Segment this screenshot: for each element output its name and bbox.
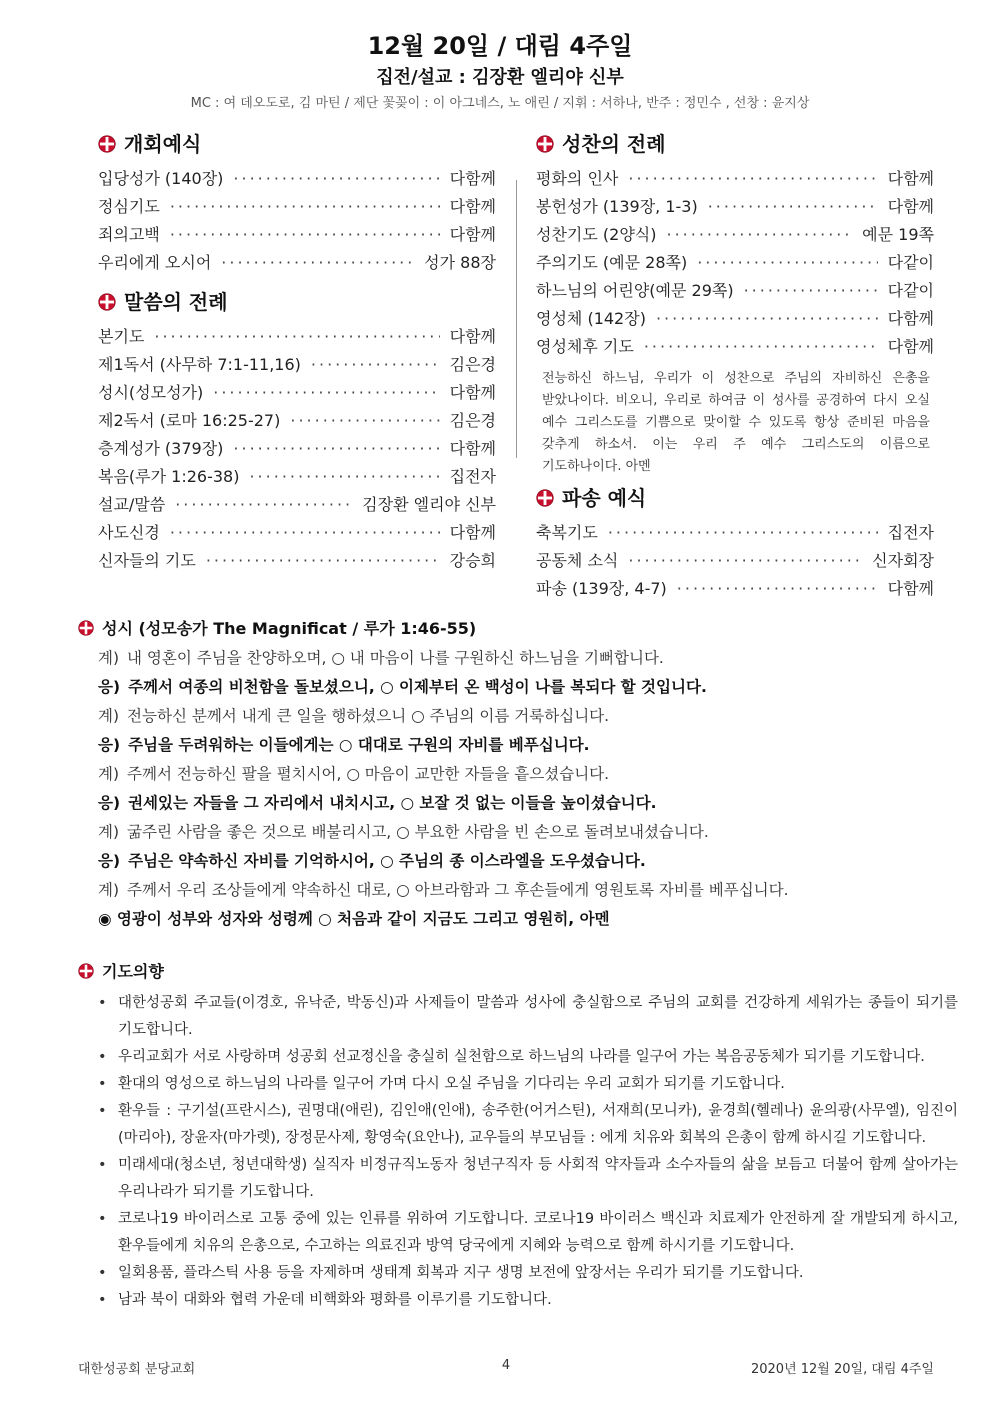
word-list <box>98 324 496 576</box>
intercession-item: • 환대의 영성으로 하느님의 나라를 일구어 가며 다시 오실 주님을 기다리는 우리 교회가 되기를 기도합니다. <box>78 1071 958 1098</box>
cross-icon <box>98 135 116 153</box>
versicle-line: 계) 주께서 우리 조상들에게 약속하신 대로, ○ 아브라함과 그 후손들에게 영원토록 자비를 베푸십니다. <box>98 881 789 899</box>
order-item: 우리에게 오시어 ····· 성가 88장 <box>98 250 496 278</box>
leader-dots <box>628 551 862 570</box>
section-heading-opening: 개회예식 <box>98 128 496 160</box>
intercessions-section <box>78 958 958 1314</box>
section-heading-eucharist: 성찬의 전례 <box>536 128 934 160</box>
order-item: 정심기도 ····· 다함께 <box>98 194 496 222</box>
page-title: 12월 20일 / 대림 4주일 <box>367 32 633 60</box>
order-item: 제2독서 (로마 16:25-27) ····· 김은경 <box>98 408 496 436</box>
order-item: 입당성가 (140장) ····· 다함께 <box>98 166 496 194</box>
order-item: 공동체 소식 ····· 신자회장 <box>536 548 934 576</box>
dismissal-list <box>536 520 934 604</box>
leader-dots <box>290 411 439 430</box>
section-heading-dismissal: 파송 예식 <box>536 482 934 514</box>
order-item: 영성체 (142장) ····· 다함께 <box>536 306 934 334</box>
order-item: 제1독서 (사무하 7:1-11,16) ····· 김은경 <box>98 352 496 380</box>
order-item: 평화의 인사 ····· 다함께 <box>536 166 934 194</box>
order-item: 파송 (139장, 4-7) ····· 다함께 <box>536 576 934 604</box>
leader-dots <box>677 579 878 598</box>
footer-date: 2020년 12월 20일, 대림 4주일 <box>750 1362 934 1377</box>
opening-list <box>98 166 496 278</box>
leader-dots <box>170 225 440 244</box>
order-item: 성찬기도 (2양식) ····· 예문 19쪽 <box>536 222 934 250</box>
intercession-item: • 일회용품, 플라스틱 사용 등을 자제하며 생태계 회복과 지구 생명 보전에 앞장서는 우리가 되기를 기도합니다. <box>78 1260 958 1287</box>
leader-dots <box>608 523 878 542</box>
order-item: 하느님의 어린양(예문 29쪽) ····· 다같이 <box>536 278 934 306</box>
credits-line: MC : 여 데오도로, 김 마틴 / 제단 꽃꽂이 : 이 아그네스, 노 애린 / 지휘 : 서하나, 반주 : 정민수 , 선창 : 윤지상 <box>190 96 810 111</box>
column-divider <box>516 180 517 458</box>
page-number: 4 <box>501 1358 511 1373</box>
versicle-line: 계) 주께서 전능하신 팔을 펼치시어, ○ 마음이 교만한 자들을 흩으셨습니다. <box>98 765 610 783</box>
order-item: 축복기도 ····· 집전자 <box>536 520 934 548</box>
order-item: 성시(성모성가) ····· 다함께 <box>98 380 496 408</box>
leader-dots <box>656 309 878 328</box>
intercession-item: • 우리교회가 서로 사랑하며 성공회 선교정신을 충실히 실천함으로 하느님의 나라를 일구어 가는 복음공동체가 되기를 기도합니다. <box>78 1044 958 1071</box>
page-footer <box>78 1358 934 1378</box>
leader-dots <box>221 253 414 272</box>
leader-dots <box>154 327 439 346</box>
versicle-line: 계) 내 영혼이 주님을 찬양하오며, ○ 내 마음이 나를 구원하신 하느님을 기뻐합니다. <box>98 649 664 667</box>
leader-dots <box>628 169 877 188</box>
intercession-item: • 코로나19 바이러스로 고통 중에 있는 인류를 위하여 기도합니다. 코로나19 바이러스 백신과 치료제가 안전하게 잘 개발되게 하시고, 환우들에게 치유의 은총으로, 수고하는 의료진과 방역 당국에게 지혜와 능력으로 함께 하시기를 기도합니다. <box>78 1206 958 1260</box>
order-item: 죄의고백 ····· 다함께 <box>98 222 496 250</box>
response-line: 응) 주께서 여종의 비천함을 돌보셨으니, ○ 이제부터 온 백성이 나를 복되다 할 것입니다. <box>98 678 707 696</box>
response-line: 응) 주님을 두려워하는 이들에게는 ○ 대대로 구원의 자비를 베푸십니다. <box>98 736 590 754</box>
post-communion-prayer: 전능하신 하느님, 우리가 이 성찬으로 주님의 자비하신 은총을 받았나이다. 비오니, 우리로 하여금 이 성사를 공경하여 다시 오실 예수 그리스도를 기쁨으로 맞이할 수 있도록 항상 준비된 마음을 갖추게 하소서. 이는 우리 주 예수 그리스도의 이름으로 기도하나이다. 아멘 <box>542 371 930 474</box>
cross-icon <box>78 620 94 636</box>
cross-icon <box>536 489 554 507</box>
gloria-line: ◉ 영광이 성부와 성자와 성령께 ○ 처음과 같이 지금도 그리고 영원히, 아멘 <box>98 910 610 928</box>
intercessions-list <box>78 990 958 1314</box>
order-item: 봉헌성가 (139장, 1-3) ····· 다함께 <box>536 194 934 222</box>
magnificat-heading: 성시 (성모송가 The Magnificat / 루가 1:46-55) <box>78 614 958 644</box>
order-item: 층계성가 (379장) ····· 다함께 <box>98 436 496 464</box>
response-line: 응) 권세있는 자들을 그 자리에서 내치시고, ○ 보잘 것 없는 이들을 높이셨습니다. <box>98 794 657 812</box>
leader-dots <box>175 495 352 514</box>
left-column <box>98 128 496 576</box>
leader-dots <box>667 225 853 244</box>
leader-dots <box>311 355 440 374</box>
leader-dots <box>708 197 878 216</box>
right-column <box>536 128 934 604</box>
intercession-item: • 남과 북이 대화와 협력 가운데 비핵화와 평화를 이루기를 기도합니다. <box>78 1287 958 1314</box>
order-item: 사도신경 ····· 다함께 <box>98 520 496 548</box>
celebrant-line: 집전/설교 : 김장환 엘리야 신부 <box>376 67 624 88</box>
magnificat-section <box>78 614 958 934</box>
response-line: 응) 주님은 약속하신 자비를 기억하시어, ○ 주님의 종 이스라엘을 도우셨습니다. <box>98 852 646 870</box>
order-item: 설교/말씀 ····· 김장환 엘리야 신부 <box>98 492 496 520</box>
leader-dots <box>644 337 878 356</box>
order-item: 복음(루가 1:26-38) ····· 집전자 <box>98 464 496 492</box>
eucharist-list <box>536 166 934 362</box>
cross-icon <box>536 135 554 153</box>
order-item: 영성체후 기도 ····· 다함께 <box>536 334 934 362</box>
page-header <box>0 30 1000 114</box>
leader-dots <box>170 197 440 216</box>
order-item: 주의기도 (예문 28쪽) ····· 다같이 <box>536 250 934 278</box>
cross-icon <box>78 963 94 979</box>
leader-dots <box>170 523 440 542</box>
intercessions-heading: 기도의향 <box>78 958 958 986</box>
intercession-item: • 대한성공회 주교들(이경호, 유낙준, 박동신)과 사제들이 말씀과 성사에 충실함으로 주님의 교회를 건강하게 세워가는 종들이 되기를 기도합니다. <box>78 990 958 1044</box>
intercession-item: • 미래세대(청소년, 청년대학생) 실직자 비정규직노동자 청년구직자 등 사회적 약자들과 소수자들의 삶을 보듬고 더불어 함께 살아가는 우리나라가 되기를 기도합니다. <box>78 1152 958 1206</box>
cross-icon <box>98 293 116 311</box>
order-item: 본기도 ····· 다함께 <box>98 324 496 352</box>
leader-dots <box>233 439 439 458</box>
section-heading-word: 말씀의 전례 <box>98 286 496 318</box>
leader-dots <box>249 467 439 486</box>
leader-dots <box>213 383 439 402</box>
footer-church: 대한성공회 분당교회 <box>78 1362 196 1377</box>
leader-dots <box>744 281 878 300</box>
leader-dots <box>206 551 440 570</box>
order-item: 신자들의 기도 ····· 강승희 <box>98 548 496 576</box>
leader-dots <box>233 169 439 188</box>
intercession-item: • 환우들 : 구기설(프란시스), 권명대(애린), 김인애(인애), 송주한(어거스틴), 서재희(모니카), 윤경희(헬레나) 윤의광(사무엘), 임진이(마리아), 장윤자(마가렛), 장정문사제, 황영숙(요안나), 교우들의 부모님들 : 에게 치유와 회복의 은총이 함께 하시길 기도합니다. <box>78 1098 958 1152</box>
versicle-line: 계) 전능하신 분께서 내게 큰 일을 행하셨으니 ○ 주님의 이름 거룩하십니다. <box>98 707 610 725</box>
leader-dots <box>697 253 877 272</box>
versicle-line: 계) 굶주린 사람을 좋은 것으로 배불리시고, ○ 부요한 사람을 빈 손으로 돌려보내셨습니다. <box>98 823 709 841</box>
